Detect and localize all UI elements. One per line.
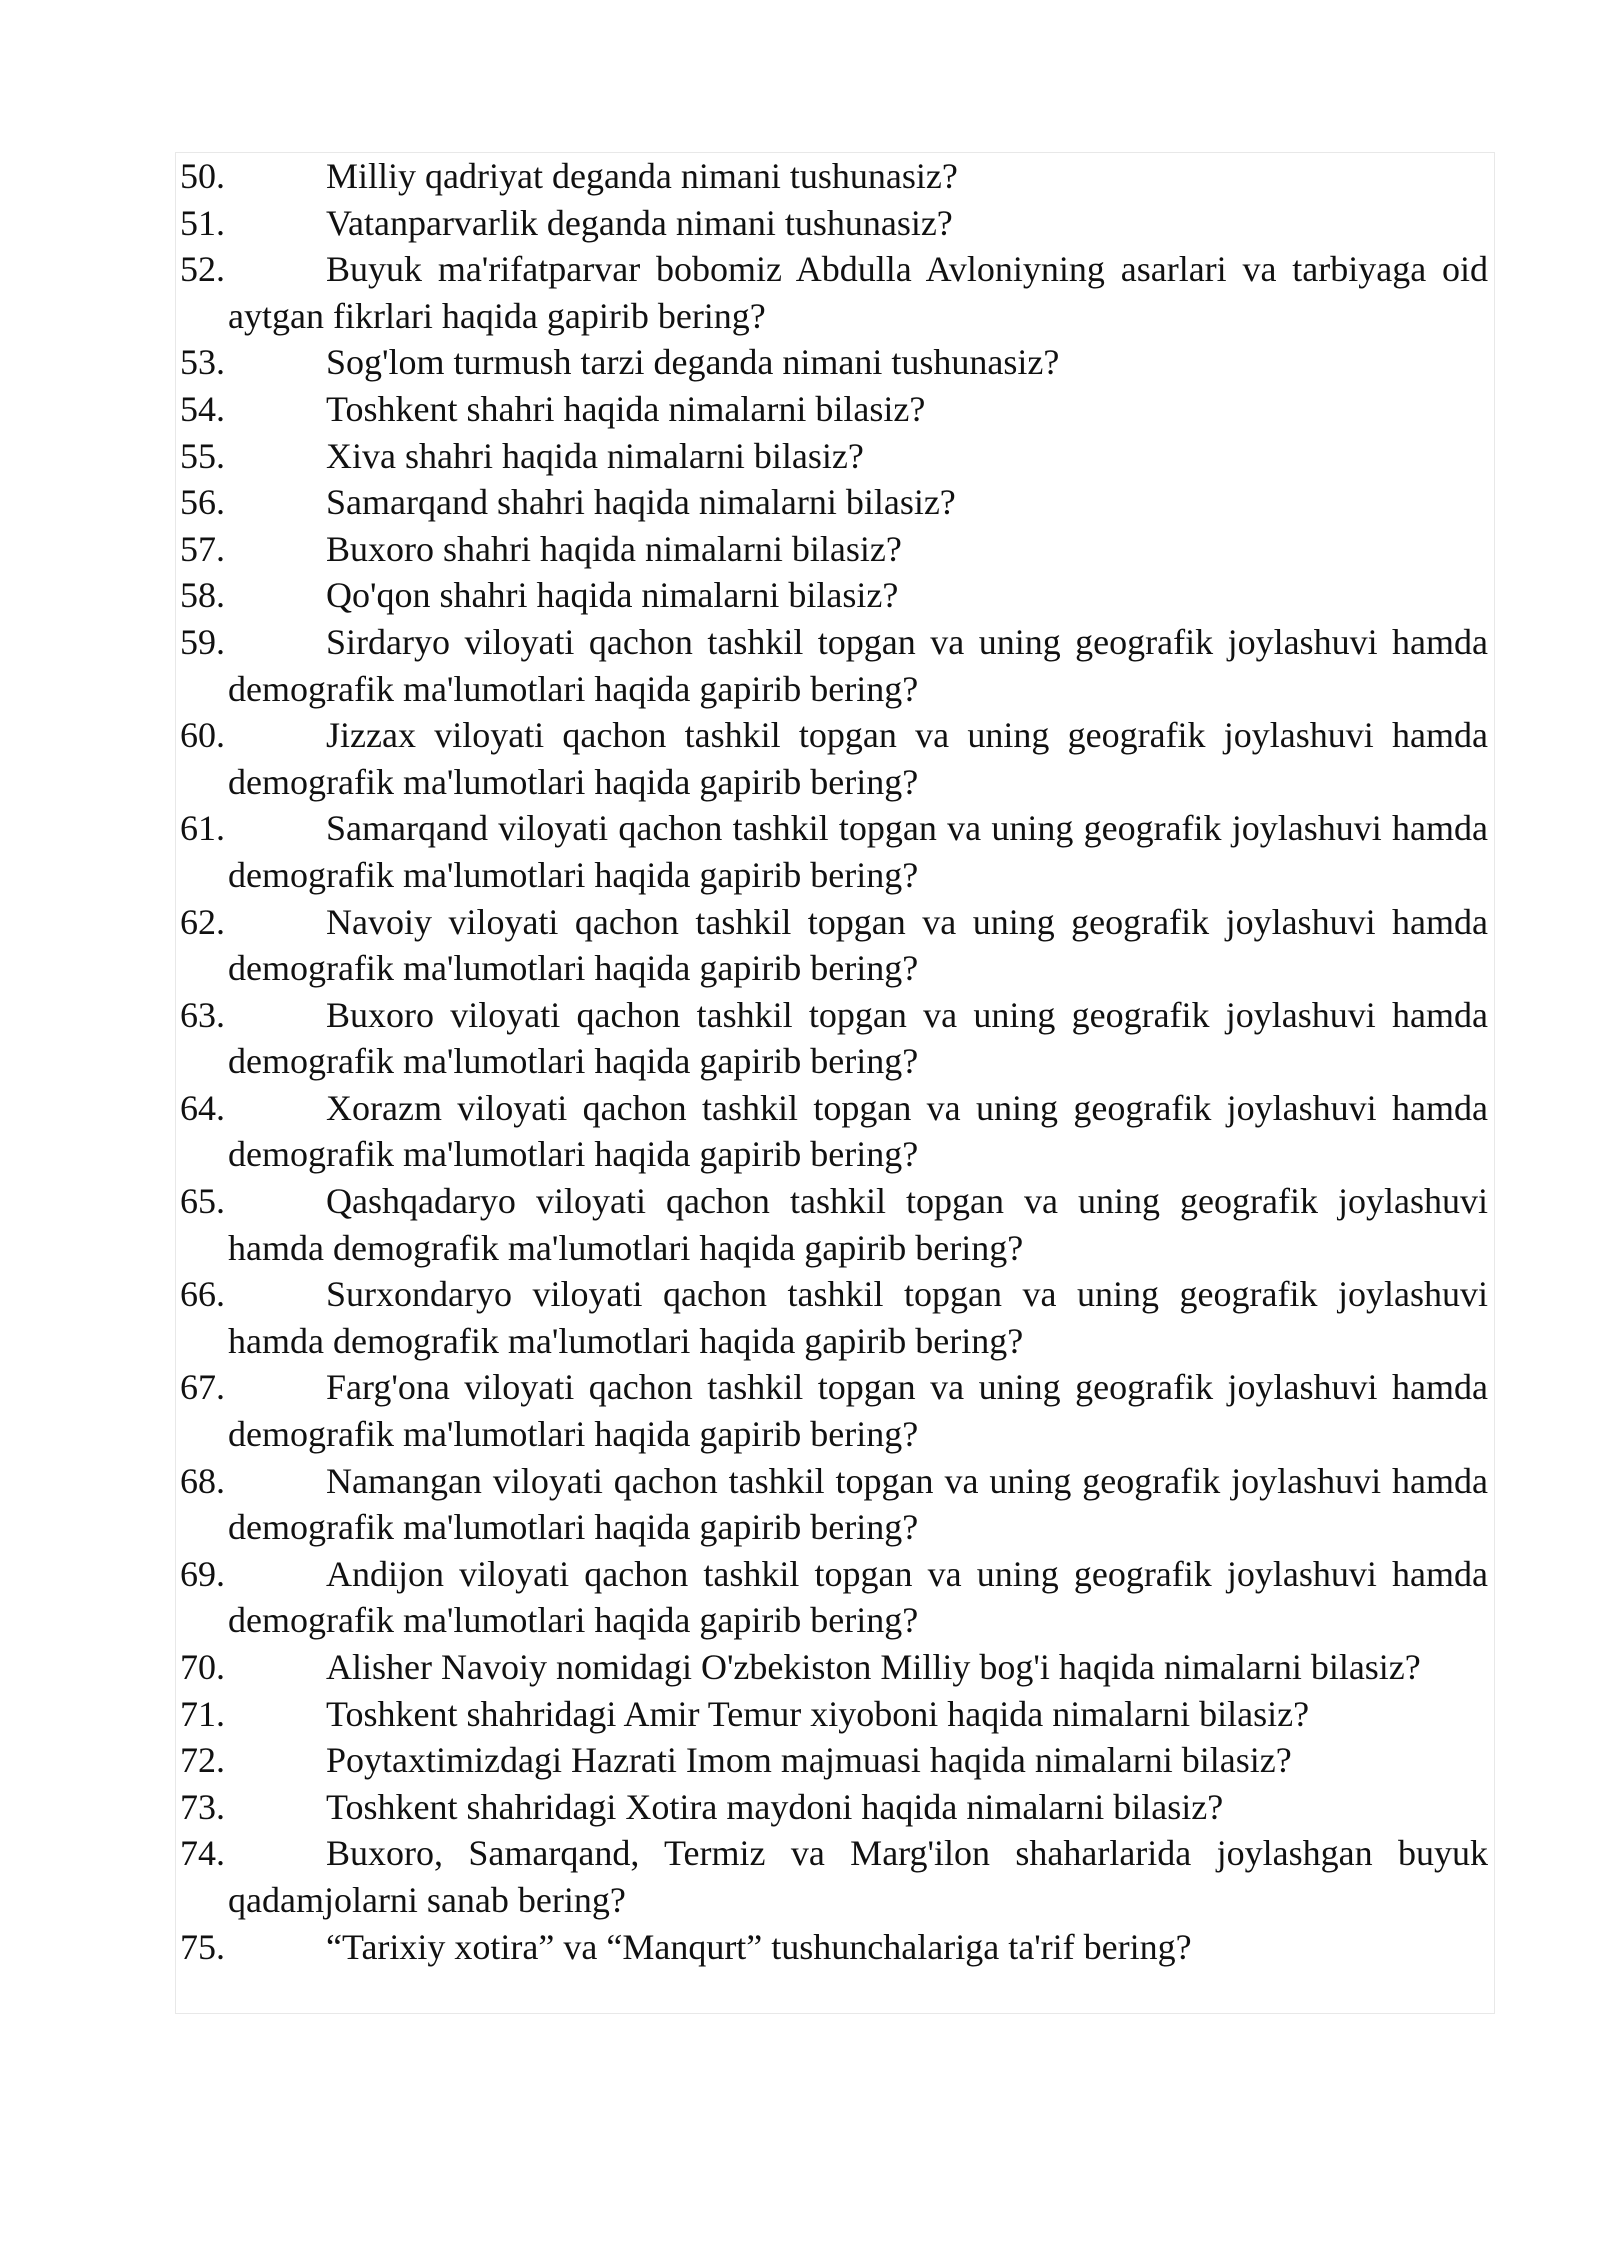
question-text: Xorazm viloyati qachon tashkil topgan va uning geografik joylashuvi hamda demografik ma'lumotlari haqida gapirib bering? (228, 1087, 1488, 1175)
question-text: Surxondaryo viloyati qachon tashkil topgan va uning geografik joylashuvi hamda demografik ma'lumotlari haqida gapirib bering? (228, 1274, 1488, 1361)
question-number: 74. (180, 1833, 225, 1874)
question-number: 67. (180, 1367, 225, 1408)
question-item (180, 153, 1488, 200)
question-list (180, 153, 1488, 1970)
question-item (180, 1784, 1488, 1831)
question-text: Xiva shahri haqida nimalarni bilasiz? (326, 435, 864, 476)
question-item (180, 1737, 1488, 1784)
question-number: 62. (180, 901, 225, 942)
question-item (180, 619, 1488, 712)
question-number: 56. (180, 482, 225, 523)
question-item (180, 246, 1488, 339)
question-item (180, 1085, 1488, 1178)
question-text: Farg'ona viloyati qachon tashkil topgan va uning geografik joylashuvi hamda demografik ma'lumotlari haqida gapirib bering? (228, 1367, 1488, 1455)
question-text: Sirdaryo viloyati qachon tashkil topgan va uning geografik joylashuvi hamda demografik ma'lumotlari haqida gapirib bering? (228, 621, 1488, 709)
question-number: 72. (180, 1740, 225, 1781)
question-item (180, 1364, 1488, 1457)
question-number: 55. (180, 435, 225, 476)
question-text: Poytaxtimizdagi Hazrati Imom majmuasi haqida nimalarni bilasiz? (326, 1740, 1292, 1781)
question-text: Qo'qon shahri haqida nimalarni bilasiz? (326, 575, 899, 616)
question-number: 64. (180, 1087, 225, 1128)
question-number: 60. (180, 715, 225, 756)
question-text: “Tarixiy xotira” va “Manqurt” tushunchalariga ta'rif bering? (326, 1926, 1192, 1967)
question-item (180, 1691, 1488, 1738)
question-number: 63. (180, 994, 225, 1035)
question-number: 51. (180, 202, 225, 243)
question-text: Samarqand shahri haqida nimalarni bilasiz? (326, 482, 956, 523)
question-text: Buxoro viloyati qachon tashkil topgan va uning geografik joylashuvi hamda demografik ma'lumotlari haqida gapirib bering? (228, 994, 1488, 1082)
question-text: Vatanparvarlik deganda nimani tushunasiz? (326, 202, 953, 243)
question-number: 58. (180, 575, 225, 616)
question-item (180, 433, 1488, 480)
question-item (180, 712, 1488, 805)
question-text: Navoiy viloyati qachon tashkil topgan va uning geografik joylashuvi hamda demografik ma'lumotlari haqida gapirib bering? (228, 901, 1488, 989)
question-number: 65. (180, 1181, 225, 1222)
question-item (180, 479, 1488, 526)
question-item (180, 200, 1488, 247)
question-number: 75. (180, 1926, 225, 1967)
question-item (180, 1458, 1488, 1551)
question-text: Buxoro shahri haqida nimalarni bilasiz? (326, 528, 902, 569)
question-item (180, 1178, 1488, 1271)
question-text: Sog'lom turmush tarzi deganda nimani tushunasiz? (326, 342, 1060, 383)
question-item (180, 1924, 1488, 1971)
question-text: Buyuk ma'rifatparvar bobomiz Abdulla Avloniyning asarlari va tarbiyaga oid aytgan fikrlari haqida gapirib bering? (228, 249, 1488, 336)
question-item (180, 1830, 1488, 1923)
question-number: 69. (180, 1553, 225, 1594)
question-number: 53. (180, 342, 225, 383)
question-text: Buxoro, Samarqand, Termiz va Marg'ilon shaharlarida joylashgan buyuk qadamjolarni sanab bering? (228, 1833, 1488, 1920)
question-number: 57. (180, 528, 225, 569)
question-text: Andijon viloyati qachon tashkil topgan va uning geografik joylashuvi hamda demografik ma'lumotlari haqida gapirib bering? (228, 1553, 1488, 1641)
question-text: Alisher Navoiy nomidagi O'zbekiston Milliy bog'i haqida nimalarni bilasiz? (326, 1647, 1421, 1687)
question-number: 59. (180, 621, 225, 662)
question-text: Toshkent shahridagi Amir Temur xiyoboni haqida nimalarni bilasiz? (326, 1693, 1310, 1734)
question-item (180, 339, 1488, 386)
question-text: Toshkent shahridagi Xotira maydoni haqida nimalarni bilasiz? (326, 1786, 1224, 1827)
question-item (180, 805, 1488, 898)
question-text: Jizzax viloyati qachon tashkil topgan va uning geografik joylashuvi hamda demografik ma'lumotlari haqida gapirib bering? (228, 715, 1488, 802)
question-number: 66. (180, 1274, 225, 1315)
question-item (180, 899, 1488, 992)
question-number: 61. (180, 808, 225, 849)
question-item (180, 1551, 1488, 1644)
question-item (180, 992, 1488, 1085)
question-item (180, 572, 1488, 619)
question-number: 54. (180, 388, 225, 429)
question-number: 68. (180, 1460, 225, 1501)
question-number: 70. (180, 1647, 225, 1687)
question-number: 71. (180, 1693, 225, 1734)
question-text: Namangan viloyati qachon tashkil topgan va uning geografik joylashuvi hamda demografik ma'lumotlari haqida gapirib bering? (228, 1460, 1488, 1548)
question-text: Samarqand viloyati qachon tashkil topgan va uning geografik joylashuvi hamda demografik ma'lumotlari haqida gapirib bering? (228, 808, 1488, 895)
question-number: 73. (180, 1786, 225, 1827)
question-item (180, 1644, 1488, 1691)
question-item (180, 1271, 1488, 1364)
question-text: Milliy qadriyat deganda nimani tushunasiz? (326, 156, 958, 196)
question-item (180, 526, 1488, 573)
question-item (180, 386, 1488, 433)
question-number: 52. (180, 249, 225, 290)
question-text: Qashqadaryo viloyati qachon tashkil topgan va uning geografik joylashuvi hamda demografik ma'lumotlari haqida gapirib bering? (228, 1181, 1488, 1268)
question-number: 50. (180, 156, 225, 196)
question-text: Toshkent shahri haqida nimalarni bilasiz? (326, 388, 926, 429)
